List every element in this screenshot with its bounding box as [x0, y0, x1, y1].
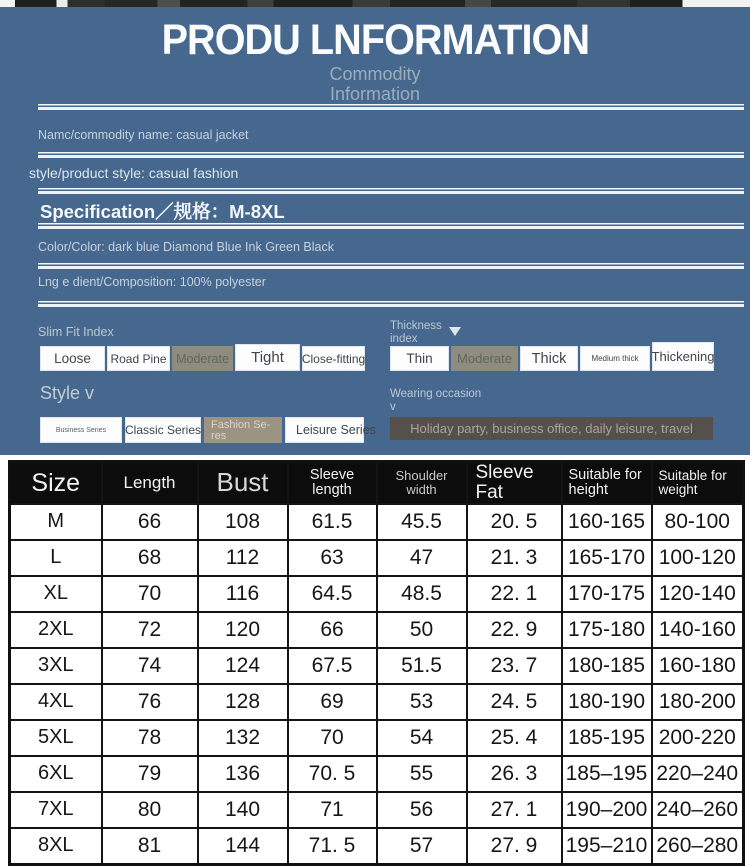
option-label: Loose — [54, 351, 91, 366]
header-line1: Bust — [216, 467, 269, 498]
option-label: Medium thick — [591, 354, 639, 363]
height-range-cell: 160-165 — [562, 504, 652, 540]
sleeve-fat-cell: 26. 3 — [467, 756, 562, 792]
table-header-cell — [467, 462, 562, 504]
table-row — [10, 828, 744, 865]
option-label: Leisure Series — [296, 423, 376, 437]
product-style-row: style/product style: casual fashion — [29, 165, 239, 181]
shoulder-width-cell: 54 — [377, 720, 467, 756]
table-header-cell — [102, 462, 198, 504]
color-row: Color/Color: dark blue Diamond Blue Ink Green Black — [38, 240, 334, 254]
length-cell: 78 — [102, 720, 198, 756]
style-option-button[interactable] — [204, 417, 282, 443]
length-cell: 79 — [102, 756, 198, 792]
header-line1: Size — [31, 468, 81, 497]
option-label: Tight — [251, 349, 284, 366]
bust-cell: 144 — [198, 828, 288, 865]
shoulder-width-cell: 47 — [377, 540, 467, 576]
size-cell: 6XL — [10, 756, 102, 792]
divider — [38, 188, 744, 194]
header-line1: Suitable for — [568, 466, 642, 483]
table-row — [10, 504, 744, 540]
option-label: Thick — [531, 350, 567, 367]
thickness-option-button[interactable] — [390, 346, 449, 371]
thickness-index-label — [390, 320, 442, 346]
thickness-options — [390, 346, 714, 371]
length-cell: 68 — [102, 540, 198, 576]
slim-fit-index-label: Slim Fit Index — [38, 325, 114, 339]
shoulder-width-cell: 45.5 — [377, 504, 467, 540]
shoulder-width-cell: 56 — [377, 792, 467, 828]
table-header-cell — [10, 462, 102, 504]
size-cell: XL — [10, 576, 102, 612]
header-line2: height — [568, 481, 609, 498]
bust-cell: 136 — [198, 756, 288, 792]
sleeve-length-cell: 61.5 — [288, 504, 377, 540]
sleeve-fat-cell: 27. 9 — [467, 828, 562, 865]
option-label: Close-fitting — [301, 351, 366, 366]
bust-cell: 128 — [198, 684, 288, 720]
divider — [38, 104, 744, 110]
wearing-occasion-label — [390, 388, 481, 414]
sleeve-fat-cell: 23. 7 — [467, 648, 562, 684]
size-chart-table — [8, 460, 745, 866]
table-row — [10, 576, 744, 612]
sleeve-fat-cell: 27. 1 — [467, 792, 562, 828]
height-range-cell: 170-175 — [562, 576, 652, 612]
commodity-name-row: Namc/commodity name: casual jacket — [38, 128, 249, 142]
table-row — [10, 540, 744, 576]
style-option-button[interactable] — [40, 417, 122, 443]
table-row — [10, 756, 744, 792]
weight-range-cell: 220–240 — [652, 756, 744, 792]
table-row — [10, 648, 744, 684]
table-header-cell — [652, 462, 744, 504]
length-cell: 80 — [102, 792, 198, 828]
thickness-label-line2: index — [390, 333, 418, 345]
table-header-cell — [562, 462, 652, 504]
header-line2: Fat — [475, 481, 503, 503]
sleeve-length-cell: 66 — [288, 612, 377, 648]
style-option-button[interactable] — [125, 417, 201, 443]
page-title-text: PRODU LNFORMATION — [161, 16, 589, 64]
thickness-option-button[interactable] — [520, 346, 578, 371]
header-line1: Shoulder — [395, 468, 448, 484]
weight-range-cell: 180-200 — [652, 684, 744, 720]
shoulder-width-cell: 57 — [377, 828, 467, 865]
height-range-cell: 175-180 — [562, 612, 652, 648]
shoulder-width-cell: 53 — [377, 684, 467, 720]
option-label: Business Series — [55, 426, 107, 434]
slim-fit-option-button[interactable] — [172, 346, 233, 371]
slim-fit-option-button[interactable] — [40, 346, 105, 371]
header-line1: Sleeve — [475, 462, 534, 483]
weight-range-cell: 160-180 — [652, 648, 744, 684]
shoulder-width-cell: 51.5 — [377, 648, 467, 684]
occasion-value-bar: Holiday party, business office, daily leisure, travel — [390, 417, 713, 440]
chevron-down-icon — [449, 327, 461, 336]
length-cell: 72 — [102, 612, 198, 648]
style-option-button[interactable] — [285, 417, 376, 443]
header-line1: Suitable for — [658, 467, 727, 483]
sleeve-fat-cell: 21. 3 — [467, 540, 562, 576]
bust-cell: 116 — [198, 576, 288, 612]
occasion-label-line2: v — [390, 401, 396, 413]
size-cell: 3XL — [10, 648, 102, 684]
length-cell: 74 — [102, 648, 198, 684]
sleeve-fat-cell: 24. 5 — [467, 684, 562, 720]
specification-row: Specification／规格：M-8XL — [40, 201, 285, 222]
size-cell: 4XL — [10, 684, 102, 720]
slim-fit-option-button[interactable] — [235, 344, 300, 371]
shoulder-width-cell: 48.5 — [377, 576, 467, 612]
option-label: Moderate — [176, 351, 229, 366]
subtitle-line1: Commodity — [329, 64, 421, 84]
sleeve-length-cell: 70. 5 — [288, 756, 377, 792]
header-line1: Sleeve — [309, 466, 355, 483]
slim-fit-option-button[interactable] — [107, 346, 170, 371]
sleeve-fat-cell: 22. 9 — [467, 612, 562, 648]
weight-range-cell: 240–260 — [652, 792, 744, 828]
option-label: Thin — [406, 351, 433, 366]
sleeve-fat-cell: 22. 1 — [467, 576, 562, 612]
height-range-cell: 165-170 — [562, 540, 652, 576]
bust-cell: 124 — [198, 648, 288, 684]
sleeve-fat-cell: 25. 4 — [467, 720, 562, 756]
product-info-panel — [0, 7, 750, 455]
size-cell: 5XL — [10, 720, 102, 756]
thickness-option-button[interactable] — [580, 346, 650, 371]
header-line2: width — [406, 481, 437, 497]
sleeve-length-cell: 69 — [288, 684, 377, 720]
thickness-option-button[interactable] — [652, 342, 714, 371]
divider — [38, 301, 744, 307]
divider — [38, 263, 744, 269]
length-cell: 66 — [102, 504, 198, 540]
bust-cell: 108 — [198, 504, 288, 540]
option-label: Classic Series — [124, 423, 202, 437]
header-line2: weight — [658, 481, 698, 497]
table-row — [10, 720, 744, 756]
shoulder-width-cell: 50 — [377, 612, 467, 648]
weight-range-cell: 260–280 — [652, 828, 744, 865]
option-label: Road Pine — [110, 351, 167, 366]
length-cell: 81 — [102, 828, 198, 865]
option-label: Fashion Se-res — [211, 419, 271, 442]
style-options — [40, 417, 376, 443]
weight-range-cell: 200-220 — [652, 720, 744, 756]
bust-cell: 132 — [198, 720, 288, 756]
length-cell: 76 — [102, 684, 198, 720]
table-header-cell — [198, 462, 288, 504]
table-row — [10, 792, 744, 828]
size-cell: L — [10, 540, 102, 576]
page-subtitle — [0, 64, 750, 104]
height-range-cell: 185–195 — [562, 756, 652, 792]
height-range-cell: 180-190 — [562, 684, 652, 720]
occasion-label-line1: Wearing occasion — [390, 388, 482, 400]
sleeve-length-cell: 70 — [288, 720, 377, 756]
weight-range-cell: 140-160 — [652, 612, 744, 648]
bust-cell: 112 — [198, 540, 288, 576]
weight-range-cell: 120-140 — [652, 576, 744, 612]
composition-row: Lng e dient/Composition: 100% polyester — [38, 275, 266, 289]
option-label: Thickening — [651, 349, 715, 364]
sleeve-length-cell: 64.5 — [288, 576, 377, 612]
height-range-cell: 185-195 — [562, 720, 652, 756]
thickness-option-button[interactable] — [451, 346, 518, 371]
table-body — [10, 504, 744, 865]
length-cell: 70 — [102, 576, 198, 612]
height-range-cell: 195–210 — [562, 828, 652, 865]
sleeve-fat-cell: 20. 5 — [467, 504, 562, 540]
slim-fit-options — [40, 346, 365, 371]
height-range-cell: 190–200 — [562, 792, 652, 828]
bust-cell: 140 — [198, 792, 288, 828]
header-line2: length — [312, 481, 352, 498]
table-row — [10, 612, 744, 648]
height-range-cell: 180-185 — [562, 648, 652, 684]
divider — [38, 223, 744, 229]
table-header-row — [10, 462, 744, 504]
size-cell: 2XL — [10, 612, 102, 648]
table-header-cell — [377, 462, 467, 504]
table-header-cell — [288, 462, 377, 504]
size-cell: M — [10, 504, 102, 540]
bust-cell: 120 — [198, 612, 288, 648]
page-title — [0, 17, 750, 63]
size-cell: 8XL — [10, 828, 102, 865]
weight-range-cell: 100-120 — [652, 540, 744, 576]
sleeve-length-cell: 71 — [288, 792, 377, 828]
header-line1: Length — [123, 473, 176, 493]
top-edge-artifact — [0, 0, 750, 7]
sleeve-length-cell: 63 — [288, 540, 377, 576]
table-row — [10, 684, 744, 720]
divider — [38, 152, 744, 158]
thickness-label-line1: Thickness — [390, 320, 442, 332]
sleeve-length-cell: 71. 5 — [288, 828, 377, 865]
weight-range-cell: 80-100 — [652, 504, 744, 540]
slim-fit-option-button[interactable] — [302, 346, 365, 371]
subtitle-line2: Information — [329, 84, 421, 104]
sleeve-length-cell: 67.5 — [288, 648, 377, 684]
style-label: Style v — [40, 383, 95, 403]
option-label: Moderate — [457, 351, 512, 366]
shoulder-width-cell: 55 — [377, 756, 467, 792]
size-cell: 7XL — [10, 792, 102, 828]
